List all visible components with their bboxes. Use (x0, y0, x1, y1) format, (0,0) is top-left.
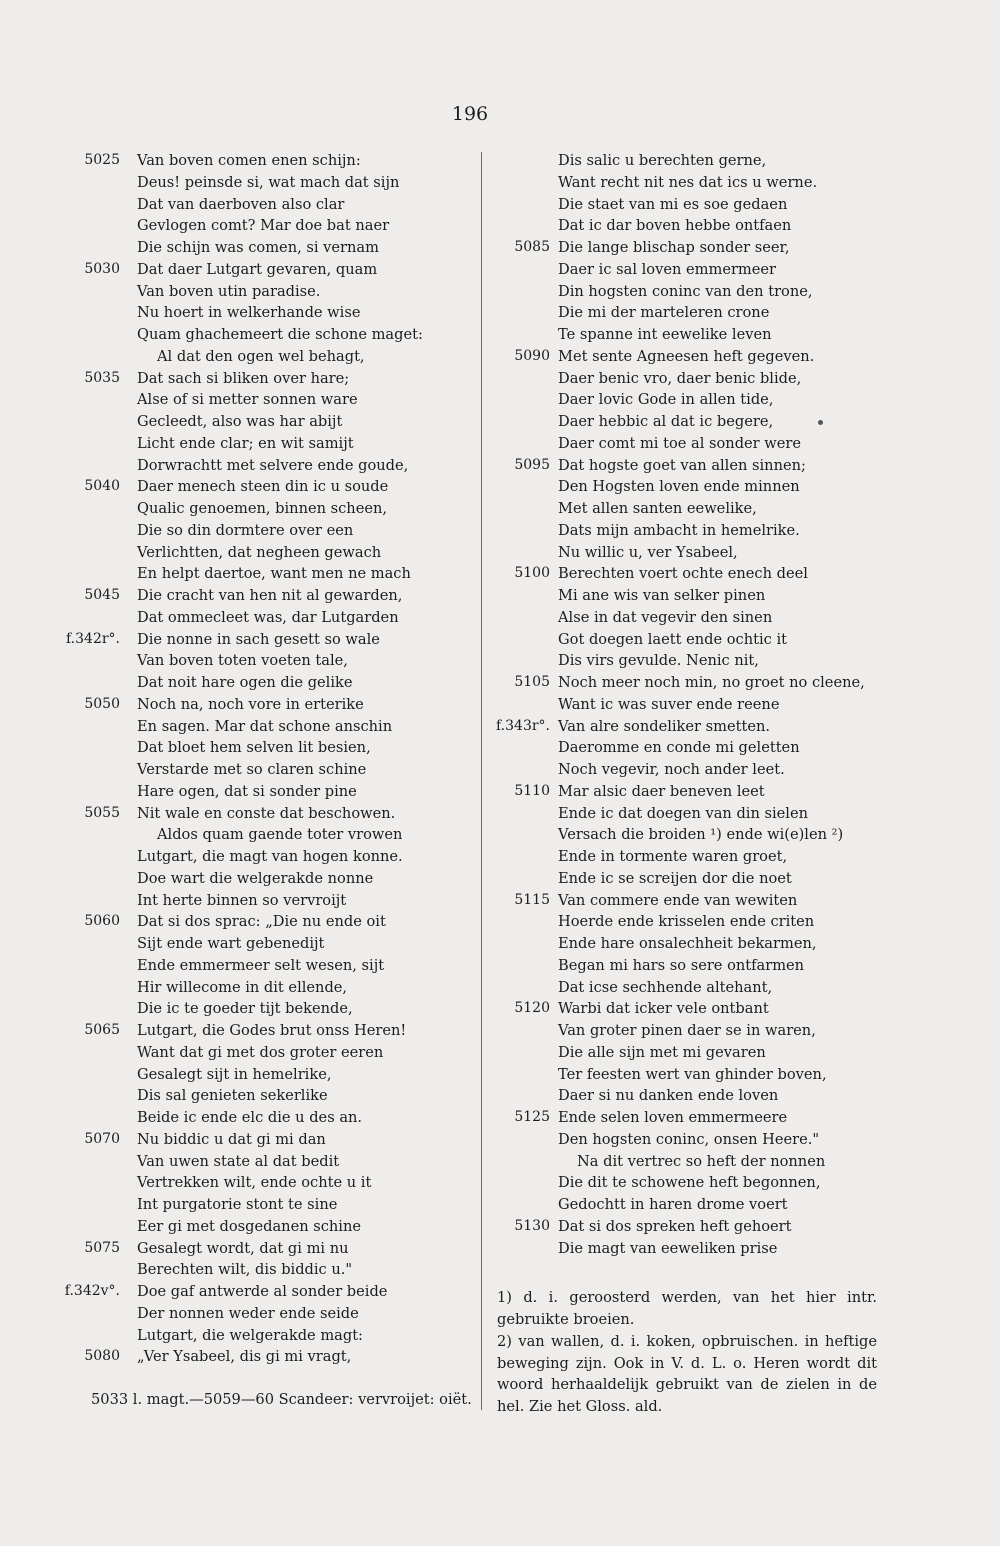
line-number: 5050 (84, 695, 120, 712)
verse-text: Gedochtt in haren drome voert (558, 1196, 788, 1213)
verse-line (482, 694, 902, 716)
verse-line (0, 433, 478, 455)
verse-line (482, 542, 902, 564)
verse-text: Deus! peinsde si, wat mach dat sijn (137, 173, 400, 191)
verse-text: Nit wale en conste dat beschowen. (137, 804, 396, 822)
verse-text: Te spanne int eewelike leven (558, 326, 772, 343)
verse-text: Die schijn was comen, si vernam (137, 239, 379, 256)
verse-text: Die so din dormtere over een (137, 521, 354, 539)
verse-text: Gevlogen comt? Mar doe bat naer (137, 217, 390, 235)
verse-text: Daer ic sal loven emmermeer (558, 260, 777, 278)
verse-text: Berechten wilt, dis biddic u." (137, 1261, 353, 1279)
verse-line (482, 389, 902, 411)
verse-text: Hoerde ende krisselen ende criten (558, 913, 815, 931)
line-number: 5125 (514, 1109, 550, 1125)
verse-text: Mi ane wis van selker pinen (558, 587, 766, 604)
verse-text: Van boven utin paradise. (137, 282, 321, 300)
verse-line (482, 1064, 902, 1086)
line-number: 5100 (514, 565, 550, 582)
verse-line (482, 890, 902, 912)
verse-text: Daer lovic Gode in allen tide, (558, 391, 774, 409)
verse-line (0, 346, 478, 368)
verse-text: Lutgart, die magt van hogen konne. (137, 848, 403, 865)
verse-line (482, 781, 902, 803)
verse-line (0, 455, 478, 477)
verse-line (0, 1107, 478, 1129)
line-number: 5130 (514, 1217, 550, 1234)
verse-line (0, 302, 478, 324)
printer-mark-dot (818, 420, 823, 425)
line-number: 5035 (84, 369, 120, 386)
verse-text: Ter feesten wert van ghinder boven, (558, 1065, 827, 1083)
verse-line (482, 172, 902, 194)
verse-line (482, 1107, 902, 1129)
verse-line (0, 998, 478, 1020)
verse-text: Gecleedt, also was har abijt (137, 413, 343, 430)
verse-line (0, 150, 478, 172)
verse-text: Warbi dat icker vele ontbant (558, 1000, 769, 1018)
folio-marker: f.342r°. (66, 630, 120, 647)
verse-text: Berechten voert ochte enech deel (558, 565, 808, 583)
verse-text: Dorwrachtt met selvere ende goude, (137, 456, 409, 474)
verse-text: Noch na, noch vore in erterike (137, 695, 364, 713)
verse-text: Dis salic u berechten gerne, (558, 152, 767, 169)
verse-line (482, 716, 902, 738)
verse-text: Dat si dos spreken heft gehoert (558, 1217, 792, 1235)
verse-text: Van alre sondeliker smetten. (558, 717, 771, 735)
verse-line (482, 281, 902, 303)
footnote-1: 1) d. i. geroosterd werden, van het hier intr. gebruikte broeien. (497, 1289, 877, 1328)
verse-text: Dat si dos sprac: „Die nu ende oit (137, 913, 386, 931)
verse-text: Doe gaf antwerde al sonder beide (137, 1283, 388, 1300)
verse-text: Dat ommecleet was, dar Lutgarden (137, 608, 399, 626)
verse-text: „Ver Ysabeel, dis gi mi vragt, (137, 1348, 352, 1366)
verse-line (482, 1238, 902, 1260)
verse-text: En sagen. Mar dat schone anschin (137, 717, 393, 735)
verse-line (0, 846, 478, 868)
verse-line (0, 933, 478, 955)
verse-text: Der nonnen weder ende seide (137, 1304, 359, 1322)
verse-text: Noch vegevir, noch ander leet. (558, 761, 785, 778)
verse-text: Want recht nit nes dat ics u werne. (558, 173, 818, 191)
line-number: 5080 (84, 1348, 120, 1365)
verse-line (482, 1129, 902, 1151)
verse-line (0, 324, 478, 346)
verse-text: Dat daer Lutgart gevaren, quam (137, 260, 378, 278)
verse-text: Van uwen state al dat bedit (137, 1152, 340, 1170)
verse-line (482, 1194, 902, 1216)
line-number: 5070 (84, 1130, 120, 1147)
verse-text: Dats mijn ambacht in hemelrike. (558, 521, 800, 539)
verse-text: Ende ic dat doegen van din sielen (558, 804, 809, 822)
verse-text: Van groter pinen daer se in waren, (558, 1022, 816, 1039)
verse-text: Dis sal genieten sekerlike (137, 1087, 328, 1105)
verse-line (482, 194, 902, 216)
textual-note: 5033 l. magt.—5059—60 Scandeer: vervroijet: oiët. (91, 1391, 472, 1408)
verse-line (0, 281, 478, 303)
verse-line (0, 1238, 478, 1260)
line-number: 5030 (84, 260, 120, 277)
verse-text: Hir willecome in dit ellende, (137, 978, 348, 996)
line-number: 5090 (514, 347, 550, 364)
verse-text: Den hogsten coninc, onsen Heere." (558, 1130, 820, 1148)
verse-line (482, 368, 902, 390)
verse-line (482, 955, 902, 977)
verse-text: Sijt ende wart gebenedijt (137, 935, 325, 952)
line-number: 5045 (84, 587, 120, 603)
verse-line (0, 585, 478, 607)
verse-line (0, 1216, 478, 1238)
verse-line (0, 411, 478, 433)
verse-line (482, 259, 902, 281)
verse-line (0, 259, 478, 281)
verse-text: Die staet van mi es soe gedaen (558, 195, 788, 213)
verse-text: Nu hoert in welkerhande wise (137, 304, 361, 322)
verse-line (0, 737, 478, 759)
line-number: 5065 (84, 1022, 120, 1038)
line-number: 5095 (514, 456, 550, 473)
verse-line (482, 998, 902, 1020)
verse-line (0, 1042, 478, 1064)
verse-line (0, 781, 478, 803)
verse-line (482, 498, 902, 520)
verse-line (482, 1020, 902, 1042)
verse-line (0, 977, 478, 999)
verse-text: Ende emmermeer selt wesen, sijt (137, 956, 385, 974)
verse-line (0, 629, 478, 651)
verse-line (482, 1172, 902, 1194)
verse-text: Die dit te schowene heft begonnen, (558, 1174, 821, 1192)
verse-text: Verstarde met so claren schine (137, 761, 367, 778)
verse-line (0, 890, 478, 912)
verse-text: Ende selen loven emmermeere (558, 1109, 788, 1126)
verse-line (0, 824, 478, 846)
verse-line (482, 563, 902, 585)
left-column (0, 150, 478, 1368)
verse-text: Dat van daerboven also clar (137, 195, 345, 213)
verse-text: Int herte binnen so vervroijt (137, 891, 347, 909)
verse-line (482, 150, 902, 172)
verse-text: Eer gi met dosgedanen schine (137, 1217, 362, 1235)
verse-line (0, 1085, 478, 1107)
verse-text: Daer hebbic al dat ic begere, (558, 413, 774, 430)
verse-text: Daer comt mi toe al sonder were (558, 434, 802, 452)
verse-line (0, 1064, 478, 1086)
verse-text: Die magt van eeweliken prise (558, 1239, 778, 1257)
line-number: 5115 (514, 891, 550, 908)
verse-line (482, 1042, 902, 1064)
verse-line (482, 607, 902, 629)
verse-text: Daer benic vro, daer benic blide, (558, 369, 802, 387)
verse-text: Aldos quam gaende toter vrowen (157, 826, 403, 844)
verse-text: Dat hogste goet van allen sinnen; (558, 456, 806, 474)
verse-line (482, 759, 902, 781)
verse-text: Die alle sijn met mi gevaren (558, 1043, 766, 1061)
verse-text: Nu willic u, ver Ysabeel, (558, 543, 738, 561)
verse-line (482, 629, 902, 651)
verse-line (482, 520, 902, 542)
verse-line (0, 759, 478, 781)
verse-line (482, 803, 902, 825)
verse-text: Mar alsic daer beneven leet (558, 782, 765, 800)
verse-text: Daer menech steen din ic u soude (137, 478, 389, 496)
verse-line (0, 368, 478, 390)
verse-line (482, 737, 902, 759)
verse-line (0, 868, 478, 890)
verse-line (482, 346, 902, 368)
verse-line (482, 933, 902, 955)
verse-line (482, 1085, 902, 1107)
verse-text: Nu biddic u dat gi mi dan (137, 1130, 326, 1148)
verse-text: Ende in tormente waren groet, (558, 848, 788, 865)
verse-text: Hare ogen, dat si sonder pine (137, 782, 357, 800)
verse-text: Na dit vertrec so heft der nonnen (577, 1152, 826, 1170)
verse-line (0, 542, 478, 564)
verse-text: Alse of si metter sonnen ware (137, 391, 358, 409)
verse-text: Ende ic se screijen dor die noet (558, 869, 792, 887)
verse-text: Met sente Agneesen heft gegeven. (558, 347, 815, 365)
line-number: 5085 (514, 239, 550, 255)
verse-text: Dis virs gevulde. Nenic nit, (558, 652, 759, 670)
verse-line (482, 868, 902, 890)
verse-text: Int purgatorie stont te sine (137, 1196, 338, 1213)
verse-text: Van commere ende van wewiten (558, 891, 798, 909)
verse-line (0, 476, 478, 498)
verse-text: Lutgart, die welgerakde magt: (137, 1326, 363, 1344)
verse-text: Gesalegt wordt, dat gi mi nu (137, 1239, 349, 1257)
verse-text: Die lange blischap sonder seer, (558, 239, 790, 256)
verse-line (0, 1281, 478, 1303)
verse-line (0, 563, 478, 585)
verse-line (0, 694, 478, 716)
verse-line (482, 911, 902, 933)
folio-marker: f.342v°. (64, 1283, 120, 1299)
verse-text: Want dat gi met dos groter eeren (137, 1043, 384, 1061)
verse-text: Began mi hars so sere ontfarmen (558, 956, 805, 974)
page-number: 196 (451, 103, 489, 125)
line-number: 5055 (84, 804, 120, 821)
verse-text: Versach die broiden ¹) ende wi(e)len ²) (558, 826, 844, 844)
verse-text: Met allen santen eewelike, (558, 500, 757, 517)
verse-line (0, 1020, 478, 1042)
verse-line (482, 302, 902, 324)
verse-text: Ende hare onsalechheit bekarmen, (558, 935, 817, 952)
verse-line (482, 1216, 902, 1238)
verse-line (482, 846, 902, 868)
verse-text: Dat noit hare ogen die gelike (137, 674, 353, 691)
line-number: 5060 (84, 913, 120, 930)
verse-line (0, 172, 478, 194)
verse-line (482, 1151, 902, 1173)
verse-text: Want ic was suver ende reene (558, 695, 780, 713)
verse-text: Die ic te goeder tijt bekende, (137, 1000, 353, 1018)
verse-text: Van boven toten voeten tale, (137, 652, 348, 670)
verse-line (0, 955, 478, 977)
line-number: 5105 (514, 674, 550, 690)
verse-line (0, 1346, 478, 1368)
verse-text: Den Hogsten loven ende minnen (558, 478, 800, 496)
verse-line (482, 824, 902, 846)
verse-line (482, 672, 902, 694)
verse-line (0, 1129, 478, 1151)
verse-text: Beide ic ende elc die u des an. (137, 1109, 363, 1126)
verse-text: En helpt daertoe, want men ne mach (137, 565, 411, 583)
verse-line (0, 237, 478, 259)
verse-text: Daer si nu danken ende loven (558, 1087, 779, 1105)
verse-text: Van boven comen enen schijn: (137, 152, 361, 169)
verse-text: Al dat den ogen wel behagt, (157, 347, 365, 365)
verse-line (0, 672, 478, 694)
verse-line (0, 1151, 478, 1173)
verse-line (482, 433, 902, 455)
verse-text: Noch meer noch min, no groet no cleene, (558, 674, 865, 691)
verse-text: Gesalegt sijt in hemelrike, (137, 1065, 332, 1083)
verse-line (0, 1325, 478, 1347)
verse-text: Doe wart die welgerakde nonne (137, 869, 374, 887)
verse-line (482, 650, 902, 672)
verse-line (0, 194, 478, 216)
verse-text: Dat ic dar boven hebbe ontfaen (558, 217, 792, 235)
verse-line (0, 1303, 478, 1325)
right-column (482, 150, 902, 1259)
verse-text: Dat icse sechhende altehant, (558, 978, 773, 996)
verse-text: Daeromme en conde mi geletten (558, 739, 800, 757)
verse-line (0, 607, 478, 629)
footnote-2: 2) van wallen, d. i. koken, opbruischen. in heftige beweging zijn. Ook in V. d. L. o. Heren wordt dit woord herhaaldelijk gebruikt van de zielen in de hel. Zie het Gloss. ald. (497, 1333, 877, 1415)
verse-text: Vertrekken wilt, ende ochte u it (137, 1174, 372, 1192)
verse-line (482, 977, 902, 999)
footnotes (497, 1287, 877, 1417)
verse-line (0, 520, 478, 542)
verse-line (0, 1259, 478, 1281)
verse-text: Lutgart, die Godes brut onss Heren! (137, 1022, 407, 1039)
verse-line (482, 237, 902, 259)
verse-line (482, 455, 902, 477)
verse-line (0, 1172, 478, 1194)
verse-text: Got doegen laett ende ochtic it (558, 630, 787, 648)
verse-line (0, 389, 478, 411)
verse-line (0, 1194, 478, 1216)
verse-line (0, 650, 478, 672)
verse-text: Die cracht van hen nit al gewarden, (137, 587, 403, 604)
verse-text: Die nonne in sach gesett so wale (137, 630, 380, 648)
verse-line (0, 498, 478, 520)
line-number: 5120 (514, 1000, 550, 1017)
verse-text: Dat sach si bliken over hare; (137, 369, 350, 387)
verse-line (482, 476, 902, 498)
line-number: 5110 (514, 782, 550, 799)
verse-line (0, 911, 478, 933)
verse-text: Alse in dat vegevir den sinen (558, 608, 773, 626)
verse-text: Licht ende clar; en wit samijt (137, 434, 354, 452)
folio-marker: f.343r°. (496, 717, 550, 734)
verse-line (482, 324, 902, 346)
verse-text: Qualic genoemen, binnen scheen, (137, 500, 388, 517)
verse-line (482, 411, 902, 433)
verse-line (482, 585, 902, 607)
verse-line (482, 215, 902, 237)
verse-text: Quam ghachemeert die schone maget: (137, 326, 423, 343)
verse-text: Verlichtten, dat negheen gewach (137, 543, 382, 561)
verse-text: Din hogsten coninc van den trone, (558, 282, 813, 300)
line-number: 5040 (84, 478, 120, 495)
verse-text: Die mi der marteleren crone (558, 304, 770, 322)
line-number: 5025 (84, 152, 120, 168)
verse-line (0, 716, 478, 738)
verse-line (0, 803, 478, 825)
verse-text: Dat bloet hem selven lit besien, (137, 739, 371, 757)
verse-line (0, 215, 478, 237)
line-number: 5075 (84, 1239, 120, 1256)
